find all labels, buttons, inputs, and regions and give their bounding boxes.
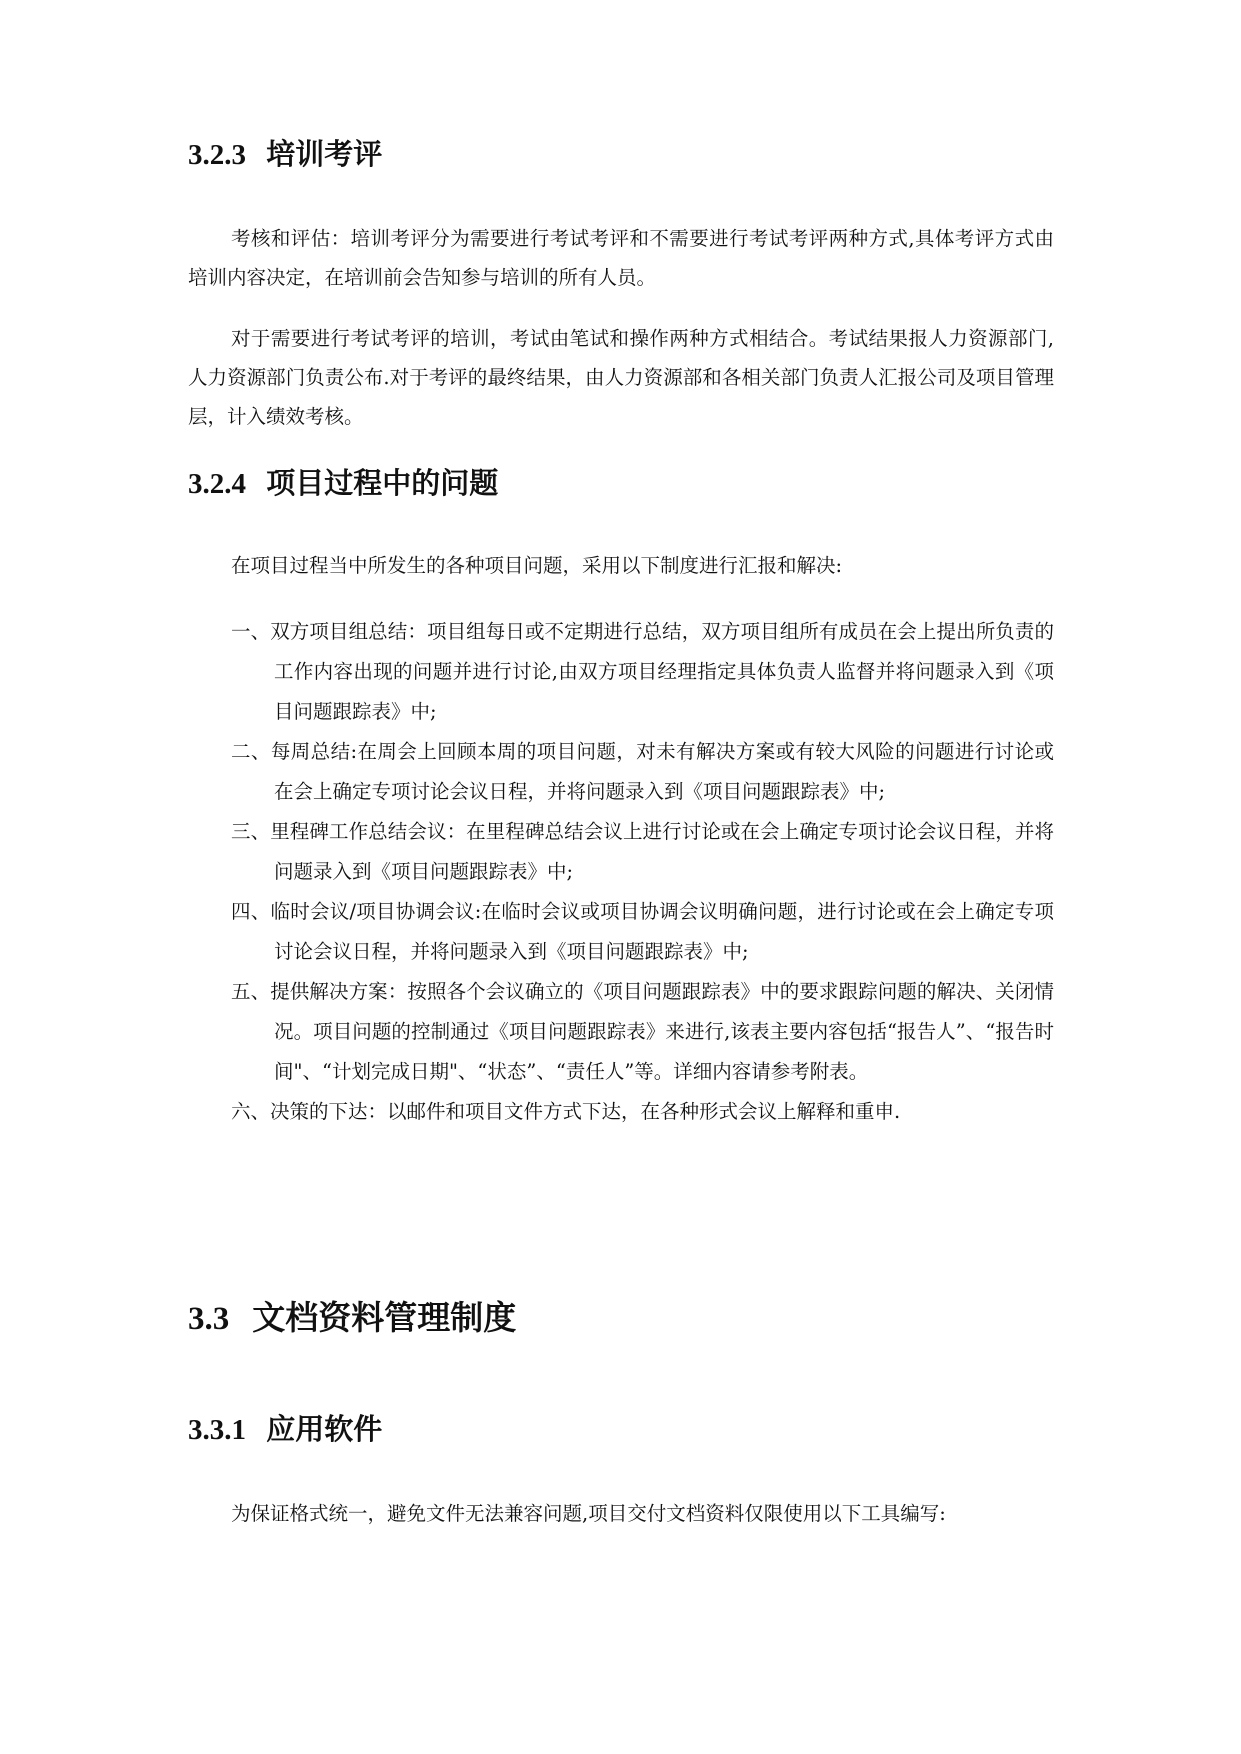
paragraph-issue-intro: 在项目过程当中所发生的各种项目问题，采用以下制度进行汇报和解决: [231, 554, 843, 577]
list-item-text: 每周总结:在周会上回顾本周的项目问题，对未有解决方案或有较大风险的问题进行讨论或在会上确定专项讨论会议日程，并将问题录入到《项目问题跟踪表》中; [270, 740, 1054, 803]
list-item [188, 972, 1054, 1092]
list-item [188, 812, 1054, 892]
paragraph-software-intro: 为保证格式统一，避免文件无法兼容问题,项目交付文档资料仅限使用以下工具编写: [231, 1502, 946, 1525]
heading-3-2-4 [188, 463, 498, 504]
list-marker: 一、 [231, 620, 271, 643]
list-item-text: 决策的下达：以邮件和项目文件方式下达，在各种形式会议上解释和重申. [270, 1100, 901, 1123]
list-item-text: 临时会议/项目协调会议:在临时会议或项目协调会议明确问题，进行讨论或在会上确定专项讨论会议日程，并将问题录入到《项目问题跟踪表》中; [270, 900, 1054, 963]
list-item [188, 1092, 1054, 1132]
list-item-text: 里程碑工作总结会议：在里程碑总结会议上进行讨论或在会上确定专项讨论会议日程，并将问题录入到《项目问题跟踪表》中; [270, 820, 1054, 883]
list-item-text: 双方项目组总结：项目组每日或不定期进行总结，双方项目组所有成员在会上提出所负责的工作内容出现的问题并进行讨论,由双方项目经理指定具体负责人监督并将问题录入到《项目问题跟踪表》中; [270, 620, 1054, 723]
heading-title: 项目过程中的问题 [266, 466, 499, 500]
list-marker: 四、 [231, 900, 271, 923]
heading-number: 3.3 [188, 1301, 230, 1337]
paragraph-assessment: 考核和评估：培训考评分为需要进行考试考评和不需要进行考试考评两种方式,具体考评方式由培训内容决定，在培训前会告知参与培训的所有人员。 [188, 227, 1054, 289]
list-item [188, 612, 1054, 732]
heading-title: 应用软件 [266, 1412, 383, 1446]
list-item [188, 892, 1054, 972]
heading-title: 文档资料管理制度 [252, 1298, 517, 1337]
list-marker: 六、 [231, 1100, 271, 1123]
heading-3-3-1 [188, 1409, 382, 1450]
heading-number: 3.2.3 [188, 139, 246, 171]
paragraph-exam-training: 对于需要进行考试考评的培训，考试由笔试和操作两种方式相结合。考试结果报人力资源部门,人力资源部门负责公布.对于考评的最终结果，由人力资源部和各相关部门负责人汇报公司及项目管理层，计入绩效考核。 [188, 327, 1054, 428]
issue-procedure-list [188, 612, 1054, 1132]
heading-number: 3.3.1 [188, 1414, 246, 1446]
list-item [188, 732, 1054, 812]
list-item-text: 提供解决方案：按照各个会议确立的《项目问题跟踪表》中的要求跟踪问题的解决、关闭情况。项目问题的控制通过《项目问题跟踪表》来进行,该表主要内容包括“报告人”、“报告时间"、“计划完成日期"、“状态”、“责任人”等。详细内容请参考附表。 [270, 980, 1054, 1083]
list-marker: 二、 [231, 740, 271, 763]
heading-title: 培训考评 [266, 137, 383, 171]
heading-3-2-3 [188, 134, 382, 175]
list-marker: 三、 [231, 820, 271, 843]
list-marker: 五、 [231, 980, 271, 1003]
heading-3-3 [188, 1296, 516, 1341]
heading-number: 3.2.4 [188, 468, 246, 500]
